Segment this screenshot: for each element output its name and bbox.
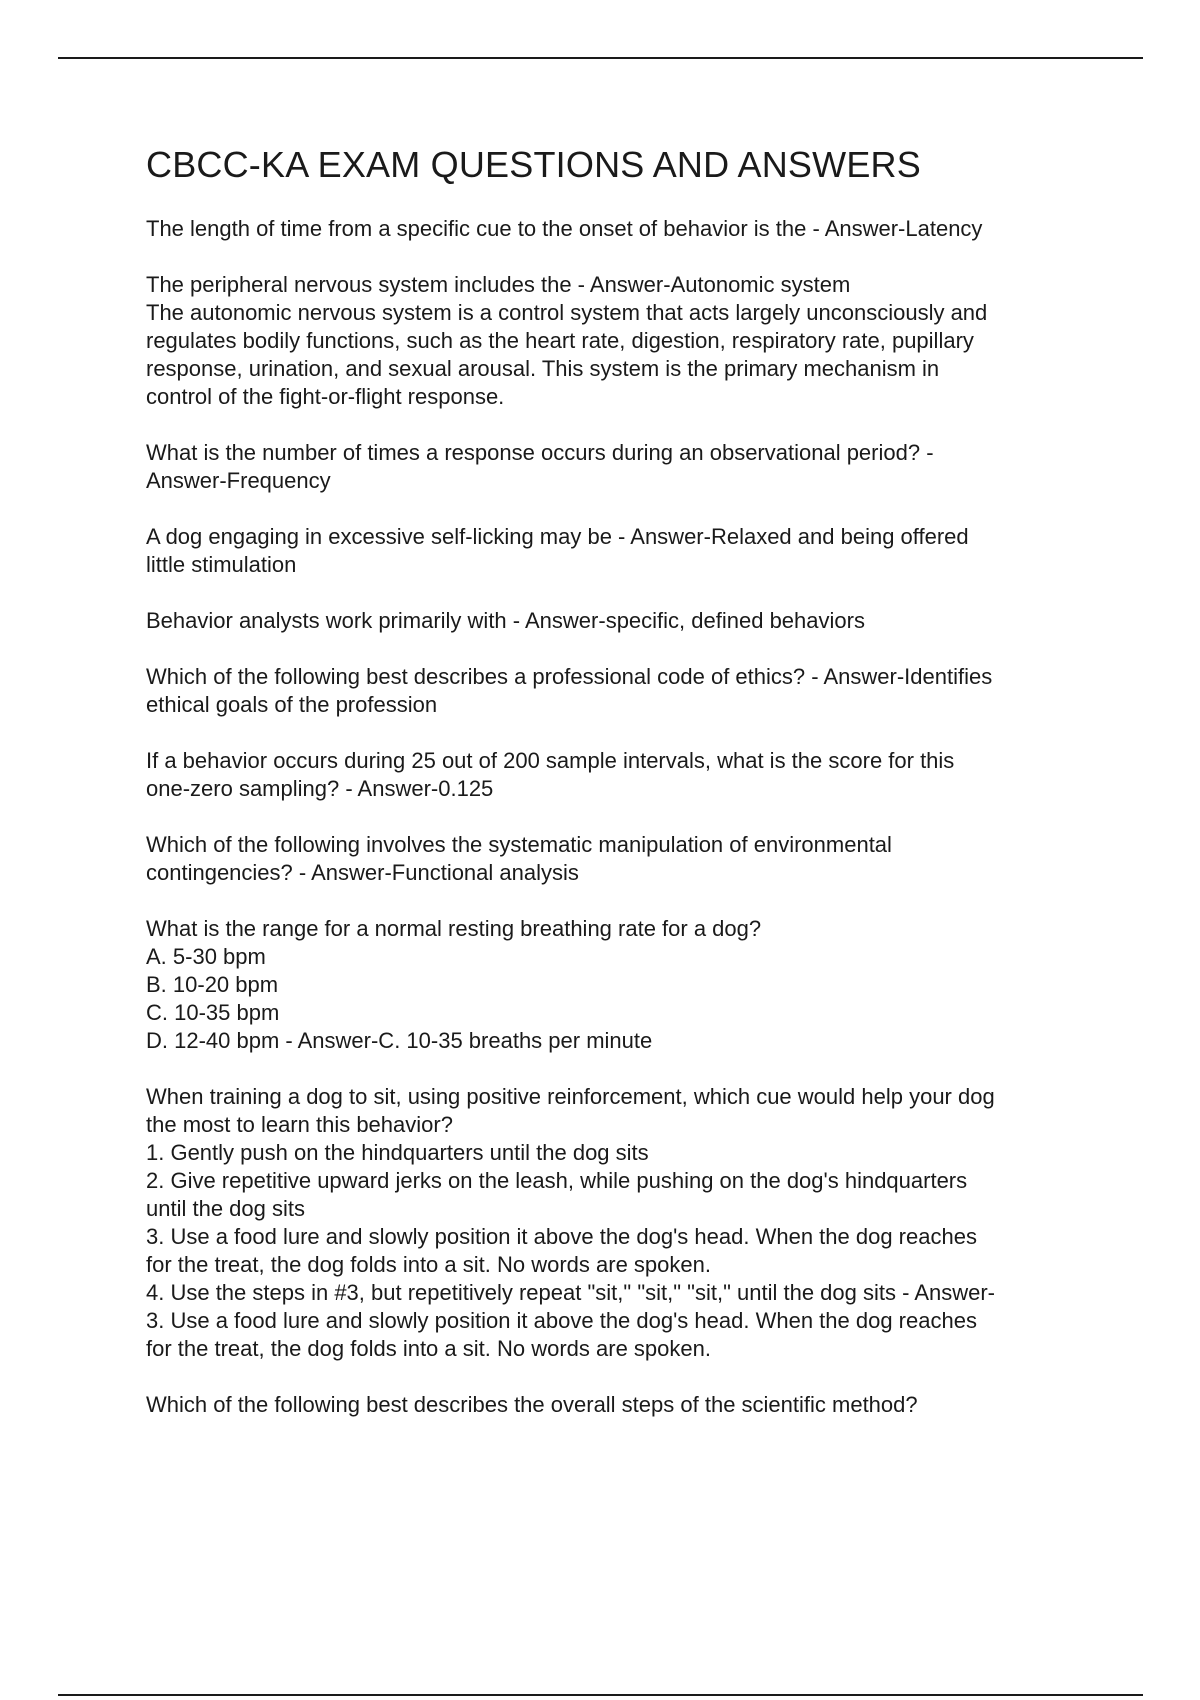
qa-line: The peripheral nervous system includes the - Answer-Autonomic system [146, 272, 851, 297]
qa-line: What is the number of times a response occurs during an observational period? - [146, 440, 934, 465]
qa-line: The length of time from a specific cue to the onset of behavior is the - Answer-Latency [146, 216, 983, 241]
qa-block [146, 439, 1086, 495]
qa-line: 3. Use a food lure and slowly position it above the dog's head. When the dog reaches [146, 1308, 977, 1333]
qa-list [146, 215, 1086, 1419]
qa-block [146, 1083, 1086, 1363]
qa-line: C. 10-35 bpm [146, 1000, 280, 1025]
qa-line: The autonomic nervous system is a control system that acts largely unconsciously and [146, 300, 988, 325]
qa-line: Which of the following best describes a professional code of ethics? - Answer-Identifies [146, 664, 993, 689]
qa-block [146, 663, 1086, 719]
qa-line: for the treat, the dog folds into a sit. No words are spoken. [146, 1336, 711, 1361]
qa-line: contingencies? - Answer-Functional analysis [146, 860, 579, 885]
qa-line: Behavior analysts work primarily with - Answer-specific, defined behaviors [146, 608, 865, 633]
qa-block [146, 747, 1086, 803]
qa-line: A dog engaging in excessive self-licking may be - Answer-Relaxed and being offered [146, 524, 969, 549]
qa-block [146, 1391, 1086, 1419]
qa-block [146, 607, 1086, 635]
document-body [146, 143, 1086, 1447]
qa-line: Which of the following best describes the overall steps of the scientific method? [146, 1392, 918, 1417]
qa-line: 1. Gently push on the hindquarters until the dog sits [146, 1140, 649, 1165]
qa-line: What is the range for a normal resting breathing rate for a dog? [146, 916, 762, 941]
qa-line: D. 12-40 bpm - Answer-C. 10-35 breaths per minute [146, 1028, 653, 1053]
qa-line: one-zero sampling? - Answer-0.125 [146, 776, 494, 801]
qa-line: the most to learn this behavior? [146, 1112, 453, 1137]
qa-line: 4. Use the steps in #3, but repetitively repeat "sit," "sit," "sit," until the dog sits - Answer- [146, 1280, 996, 1305]
qa-line: 3. Use a food lure and slowly position it above the dog's head. When the dog reaches [146, 1224, 977, 1249]
qa-block [146, 915, 1086, 1055]
qa-line: B. 10-20 bpm [146, 972, 279, 997]
qa-block [146, 523, 1086, 579]
qa-line: 2. Give repetitive upward jerks on the leash, while pushing on the dog's hindquarters [146, 1168, 968, 1193]
bottom-rule [58, 1694, 1143, 1696]
qa-line: until the dog sits [146, 1196, 305, 1221]
qa-line: for the treat, the dog folds into a sit. No words are spoken. [146, 1252, 711, 1277]
qa-line: A. 5-30 bpm [146, 944, 266, 969]
document-title: CBCC-KA EXAM QUESTIONS AND ANSWERS [146, 144, 921, 185]
qa-line: If a behavior occurs during 25 out of 200 sample intervals, what is the score for this [146, 748, 955, 773]
qa-line: ethical goals of the profession [146, 692, 438, 717]
qa-line: When training a dog to sit, using positive reinforcement, which cue would help your dog [146, 1084, 995, 1109]
qa-block [146, 215, 1086, 243]
qa-line: response, urination, and sexual arousal. This system is the primary mechanism in [146, 356, 940, 381]
qa-line: little stimulation [146, 552, 297, 577]
top-rule [58, 57, 1143, 59]
qa-line: control of the fight-or-flight response. [146, 384, 505, 409]
qa-line: regulates bodily functions, such as the heart rate, digestion, respiratory rate, pupillary [146, 328, 974, 353]
qa-line: Answer-Frequency [146, 468, 331, 493]
qa-block [146, 831, 1086, 887]
qa-line: Which of the following involves the systematic manipulation of environmental [146, 832, 892, 857]
qa-block [146, 271, 1086, 411]
